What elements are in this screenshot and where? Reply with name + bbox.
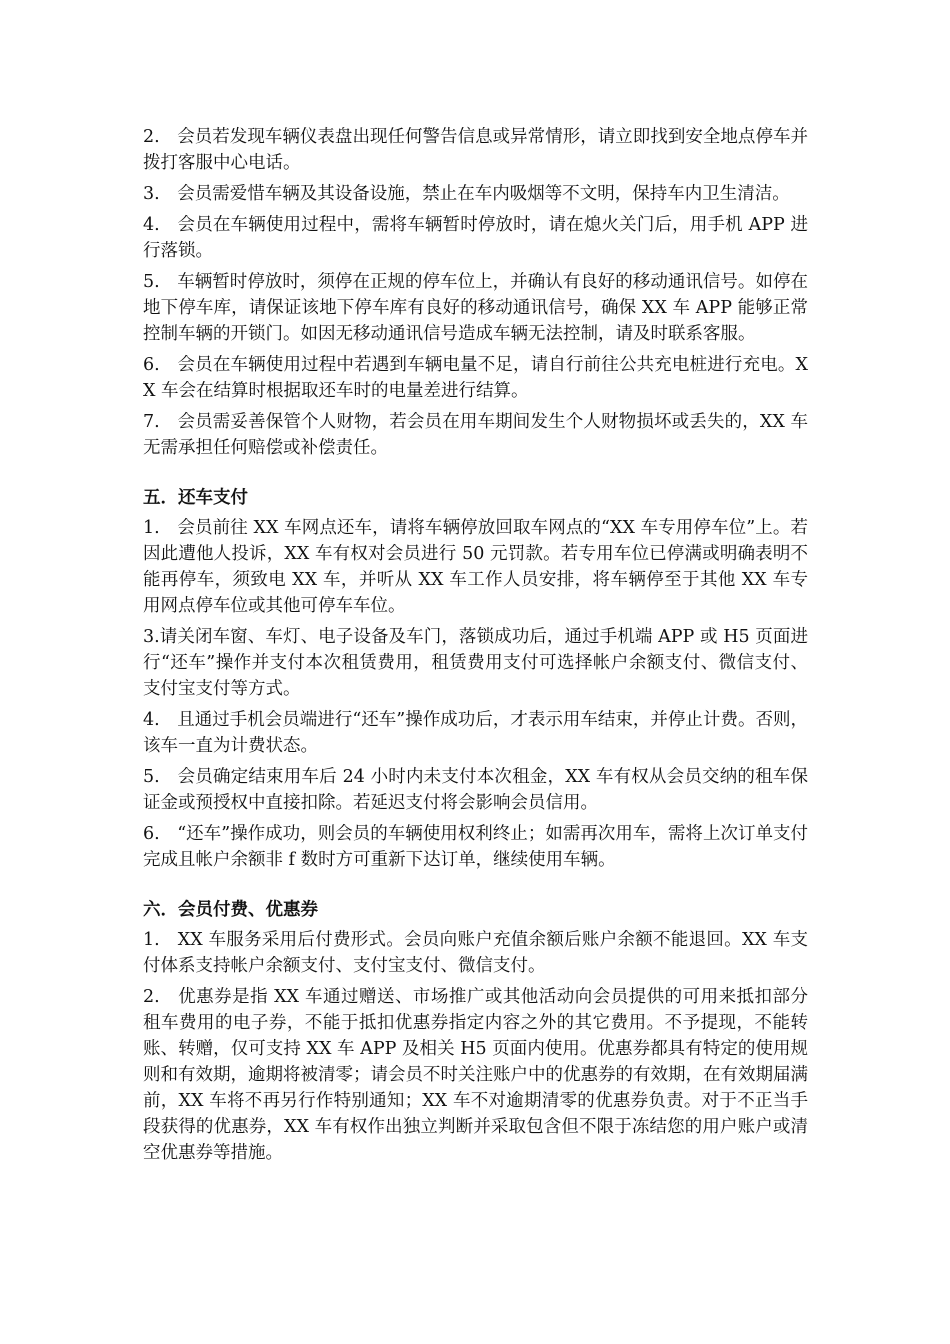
section5-item-5: 5. 会员确定结束用车后 24 小时内未支付本次租金，XX 车有权从会员交纳的租车保证金或预授权中直接扣除。若延迟支付将会影响会员信用。 [143,767,808,813]
section4-item-7: 7. 会员需妥善保管个人财物，若会员在用车期间发生个人财物损坏或丢失的，XX 车无需承担任何赔偿或补偿责任。 [143,412,808,458]
section5-item-6: 6. “还车”操作成功，则会员的车辆使用权利终止；如需再次用车，需将上次订单支付完成且帐户余额非 f 数时方可重新下达订单，继续使用车辆。 [143,824,808,870]
section6-item-1: 1. XX 车服务采用后付费形式。会员向账户充值余额后账户余额不能退回。XX 车支付体系支持帐户余额支付、支付宝支付、微信支付。 [143,930,808,976]
section5-item-3: 3.请关闭车窗、车灯、电子设备及车门，落锁成功后，通过手机端 APP 或 H5 页面进行“还车”操作并支付本次租赁费用，租赁费用支付可选择帐户余额支付、微信支付、支付宝支付等方式。 [143,627,808,699]
section4-item-3: 3. 会员需爱惜车辆及其设备设施，禁止在车内吸烟等不文明，保持车内卫生清洁。 [143,184,790,204]
section4-item-4: 4. 会员在车辆使用过程中，需将车辆暂时停放时，请在熄火关门后，用手机 APP 进行落锁。 [143,215,808,261]
section5-item-1: 1. 会员前往 XX 车网点还车，请将车辆停放回取车网点的“XX 车专用停车位”上。若因此遭他人投诉，XX 车有权对会员进行 50 元罚款。若专用车位已停满或明确表明不能再停车，须致电 XX 车，并听从 XX 车工作人员安排，将车辆停至于其他 XX 车专用网点停车位或其他可停车车位。 [143,518,808,616]
section6-item-2: 2. 优惠券是指 XX 车通过赠送、市场推广或其他活动向会员提供的可用来抵扣部分租车费用的电子券，不能于抵扣优惠券指定内容之外的其它费用。不予提现，不能转账、转赠，仅可支持 XX 车 APP 及相关 H5 页面内使用。优惠券都具有特定的使用规则和有效期，逾期将被清零；请会员不时关注账户中的优惠券的有效期，在有效期届满前，XX 车将不再另行作特别通知；XX 车不对逾期清零的优惠券负责。对于不正当手段获得的优惠券，XX 车有权作出独立判断并采取包含但不限于冻结您的用户账户或清空优惠券等措施。 [143,987,808,1163]
section4-item-6: 6. 会员在车辆使用过程中若遇到车辆电量不足，请自行前往公共充电桩进行充电。XX 车会在结算时根据取还车时的电量差进行结算。 [143,355,808,401]
section6-heading: 六．会员付费、优惠券 [143,900,318,920]
document-page [143,124,808,1171]
section5-heading: 五．还车支付 [143,488,248,508]
section5-item-4: 4. 且通过手机会员端进行“还车”操作成功后，才表示用车结束，并停止计费。否则，该车一直为计费状态。 [143,710,808,756]
section4-item-5: 5. 车辆暂时停放时，须停在正规的停车位上，并确认有良好的移动通讯信号。如停在地下停车库，请保证该地下停车库有良好的移动通讯信号，确保 XX 车 APP 能够正常控制车辆的开锁门。如因无移动通讯信号造成车辆无法控制，请及时联系客服。 [143,272,808,344]
section4-item-2: 2. 会员若发现车辆仪表盘出现任何警告信息或异常情形，请立即找到安全地点停车并拨打客服中心电话。 [143,127,808,173]
